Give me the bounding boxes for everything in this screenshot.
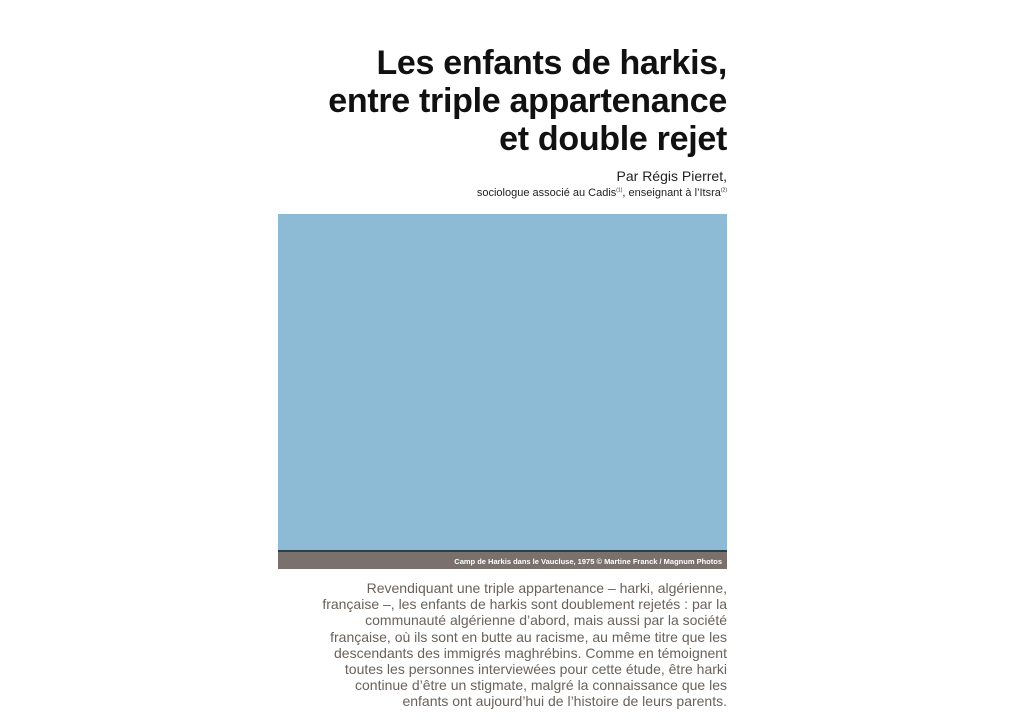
title-line: et double rejet (499, 120, 727, 158)
author-byline: Par Régis Pierret, (616, 168, 727, 184)
affiliation-text: , enseignant à l’Itsra (622, 187, 721, 199)
title-line: Les enfants de harkis, (376, 44, 727, 82)
abstract-line: toutes les personnes interviewées pour cette étude, être harki (344, 661, 727, 678)
article-photo (278, 214, 727, 569)
title-line: entre triple appartenance (328, 82, 727, 120)
author-affiliation (278, 187, 727, 199)
article-title (278, 44, 727, 158)
photo-caption: Camp de Harkis dans le Vaucluse, 1975 © Martine Franck / Magnum Photos (454, 557, 722, 566)
abstract-line: française, où ils sont en butte au racisme, au même titre que les (330, 628, 727, 645)
article-page (278, 0, 727, 724)
affiliation-text: sociologue associé au Cadis (476, 187, 617, 199)
abstract-line: française –, les enfants de harkis sont doublement rejetés : par la (322, 596, 727, 613)
footnote-ref: (2) (720, 187, 727, 194)
abstract-line: communauté algérienne d’abord, mais aussi par la société (365, 612, 727, 629)
abstract-line: continue d’être un stigmate, malgré la connaissance que les (355, 677, 727, 694)
article-abstract (278, 580, 727, 710)
abstract-line: enfants ont aujourd’hui de l’histoire de leurs parents. (402, 693, 727, 710)
footnote-ref: (1) (616, 187, 623, 194)
abstract-line: descendants des immigrés maghrébins. Comme en témoignent (334, 644, 727, 661)
photo-caption-bar (278, 552, 727, 569)
abstract-line: Revendiquant une triple appartenance – harki, algérienne, (366, 580, 727, 596)
